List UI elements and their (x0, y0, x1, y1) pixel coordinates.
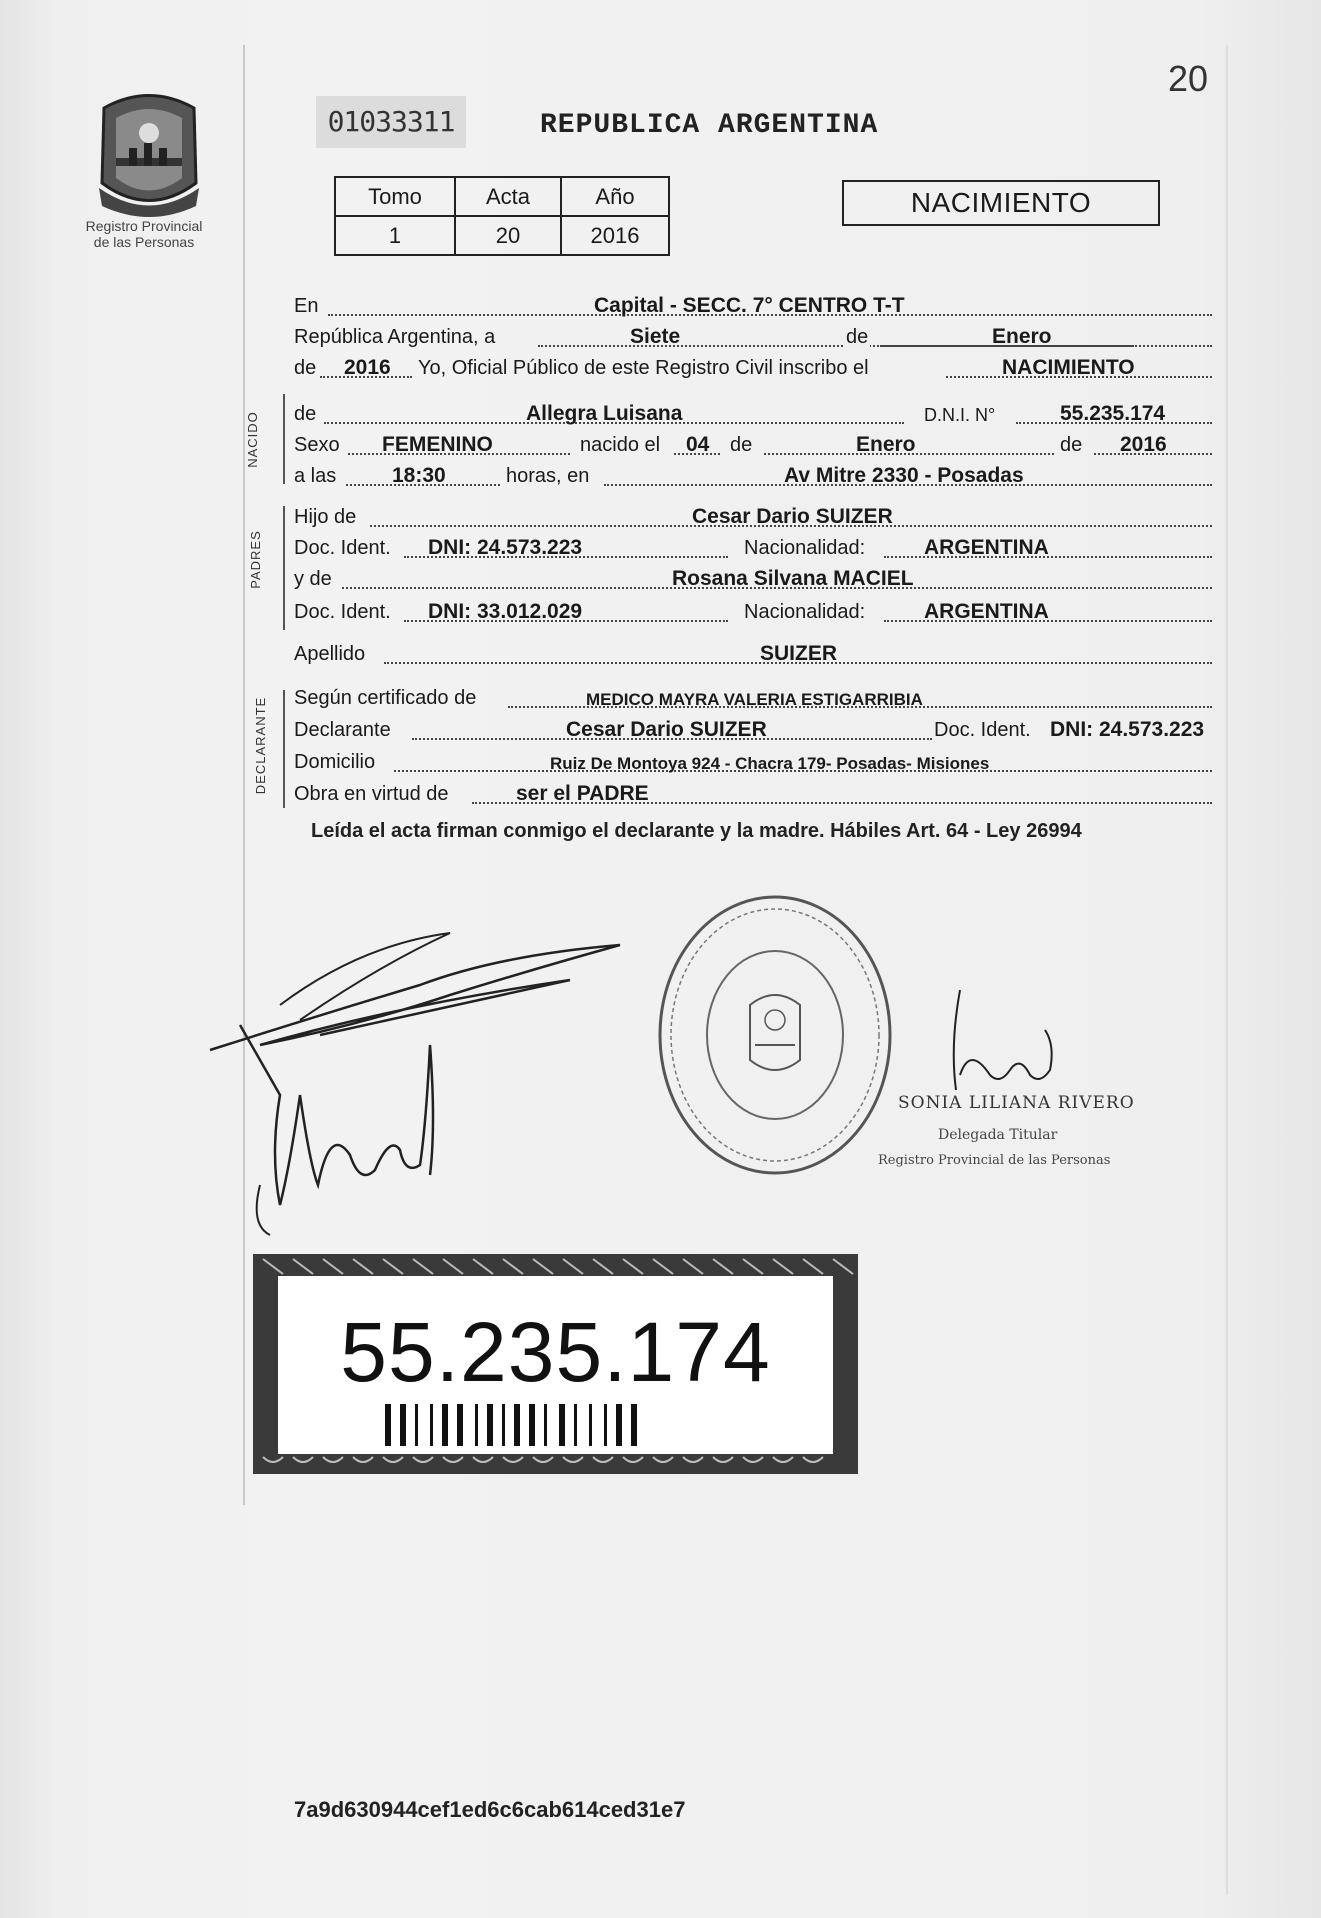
lugar-value: Av Mitre 2330 - Posadas (784, 464, 1024, 487)
barcode-bar (631, 1404, 637, 1446)
obra-label: Obra en virtud de (294, 783, 449, 805)
delegate-name: SONIA LILIANA RIVERO (898, 1093, 1135, 1113)
row-fecha (294, 323, 1214, 353)
barcode-bar (487, 1404, 493, 1446)
barcode-bar (604, 1404, 607, 1446)
barcode (385, 1404, 725, 1446)
yo-oficial-label: Yo, Oficial Público de este Registro Civil inscribo el (418, 357, 869, 379)
republica-label: República Argentina, a (294, 326, 496, 348)
horas-en-label: horas, en (506, 465, 590, 487)
section-declarante: DECLARANTE (253, 696, 269, 795)
row-certificado (294, 684, 1214, 714)
de-label: de (1060, 434, 1083, 456)
logo-caption-line-1: Registro Provincial (85, 218, 203, 234)
de-label: de (846, 326, 869, 348)
barcode-bar (589, 1404, 592, 1446)
section-nacido: NACIDO (244, 411, 260, 468)
barcode-bar (514, 1404, 520, 1446)
de-label: de (730, 434, 753, 456)
row-padre (294, 503, 1214, 533)
hijo-de-label: Hijo de (294, 506, 357, 528)
id-label-number: 55.235.174 (340, 1305, 771, 1399)
row-nombre (294, 400, 1214, 430)
row-declarante (294, 716, 1214, 746)
nac-dia-value: 04 (686, 433, 710, 456)
anio-value: 2016 (344, 356, 391, 379)
right-fold-line (1226, 45, 1228, 1895)
apellido-label: Apellido (294, 643, 366, 665)
barcode-bar (385, 1404, 391, 1446)
barcode-bar (529, 1404, 535, 1446)
official-seal (650, 885, 900, 1190)
madre-doc-value: DNI: 33.012.029 (428, 600, 583, 623)
barcode-bar (574, 1404, 577, 1446)
barcode-bar (415, 1404, 418, 1446)
barcode-bar (502, 1404, 505, 1446)
padre-value: Cesar Dario SUIZER (692, 505, 893, 528)
section-bar-nacido (283, 394, 285, 484)
nac-anio-value: 2016 (1120, 433, 1167, 456)
padre-doc-value: DNI: 24.573.223 (428, 536, 583, 559)
doc-ident-label: Doc. Ident. (294, 601, 391, 623)
barcode-bar (430, 1404, 433, 1446)
nac-mes-value: Enero (856, 433, 916, 456)
anio-value: 2016 (561, 216, 669, 255)
row-obra (294, 780, 1214, 810)
page-number: 20 (1168, 58, 1209, 99)
de-label: de (294, 357, 317, 379)
id-label (253, 1254, 858, 1474)
hora-value: 18:30 (392, 464, 446, 487)
row-en (294, 292, 1214, 322)
country-title: REPUBLICA ARGENTINA (540, 110, 879, 141)
row-madre (294, 565, 1214, 595)
en-value: Capital - SECC. 7° CENTRO T-T (594, 294, 905, 317)
apellido-value: SUIZER (760, 642, 838, 665)
act-type-box: NACIMIENTO (842, 180, 1160, 226)
logo-caption (64, 218, 224, 250)
nacionalidad-label: Nacionalidad: (744, 601, 866, 623)
registry-table (334, 176, 670, 256)
tomo-header: Tomo (335, 177, 455, 216)
barcode-bar (475, 1404, 478, 1446)
row-hora (294, 462, 1214, 492)
mes-value: Enero (992, 325, 1052, 348)
obra-value: ser el PADRE (516, 782, 649, 805)
certificado-label: Según certificado de (294, 687, 477, 709)
barcode-bar (457, 1404, 463, 1446)
padre-nac-value: ARGENTINA (924, 536, 1049, 559)
row-apellido (294, 640, 1214, 670)
barcode-bar (544, 1404, 547, 1446)
section-bar-declarante (283, 690, 285, 808)
a-las-label: a las (294, 465, 337, 487)
sexo-label: Sexo (294, 434, 340, 456)
nacido-el-label: nacido el (580, 434, 661, 456)
barcode-bar (559, 1404, 565, 1446)
dia-value: Siete (630, 325, 681, 348)
margin-line (243, 45, 245, 1505)
domicilio-label: Domicilio (294, 751, 376, 773)
madre-value: Rosana Silvana MACIEL (672, 567, 914, 590)
delegate-signature (890, 985, 1090, 1100)
row-domicilio (294, 748, 1214, 778)
row-inscribe (294, 354, 1214, 384)
dni-label: D.N.I. N° (924, 405, 996, 425)
closing-note: Leída el acta firman conmigo el declarante y la madre. Hábiles Art. 64 - Ley 26994 (311, 820, 1082, 842)
row-sexo (294, 431, 1214, 461)
en-label: En (294, 295, 319, 317)
row-padre-doc (294, 534, 1214, 564)
certificado-value: MEDICO MAYRA VALERIA ESTIGARRIBIA (586, 690, 923, 709)
signature-scribble (200, 925, 640, 1260)
nombre-value: Allegra Luisana (526, 402, 683, 425)
barcode-bar (616, 1404, 622, 1446)
acta-header: Acta (455, 177, 561, 216)
delegate-organization: Registro Provincial de las Personas (878, 1153, 1111, 1168)
sexo-value: FEMENINO (382, 433, 493, 456)
delegate-title: Delegada Titular (938, 1127, 1058, 1143)
de-label: de (294, 403, 317, 425)
declarante-value: Cesar Dario SUIZER (566, 718, 767, 741)
row-madre-doc (294, 598, 1214, 628)
doc-ident-label: Doc. Ident. (294, 537, 391, 559)
section-bar-padres (283, 506, 285, 630)
inscribe-value: NACIMIENTO (1002, 356, 1135, 379)
anio-header: Año (561, 177, 669, 216)
madre-nac-value: ARGENTINA (924, 600, 1049, 623)
logo-caption-line-2: de las Personas (93, 234, 195, 250)
acta-value: 20 (455, 216, 561, 255)
barcode-bar (442, 1404, 448, 1446)
section-padres: PADRES (247, 530, 263, 589)
declarante-label: Declarante (294, 719, 391, 741)
nacionalidad-label: Nacionalidad: (744, 537, 866, 559)
decl-doc-label: Doc. Ident. (934, 719, 1031, 741)
dni-value: 55.235.174 (1060, 402, 1166, 425)
y-de-label: y de (294, 568, 332, 590)
decl-doc-value: DNI: 24.573.223 (1050, 718, 1205, 741)
serial-number: 01033311 (316, 96, 466, 148)
document-hash: 7a9d630944cef1ed6c6cab614ced31e7 (294, 1797, 686, 1822)
domicilio-value: Ruiz De Montoya 924 - Chacra 179- Posadas- Misiones (550, 754, 990, 773)
barcode-bar (400, 1404, 406, 1446)
coat-of-arms-logo (84, 88, 214, 223)
tomo-value: 1 (335, 216, 455, 255)
